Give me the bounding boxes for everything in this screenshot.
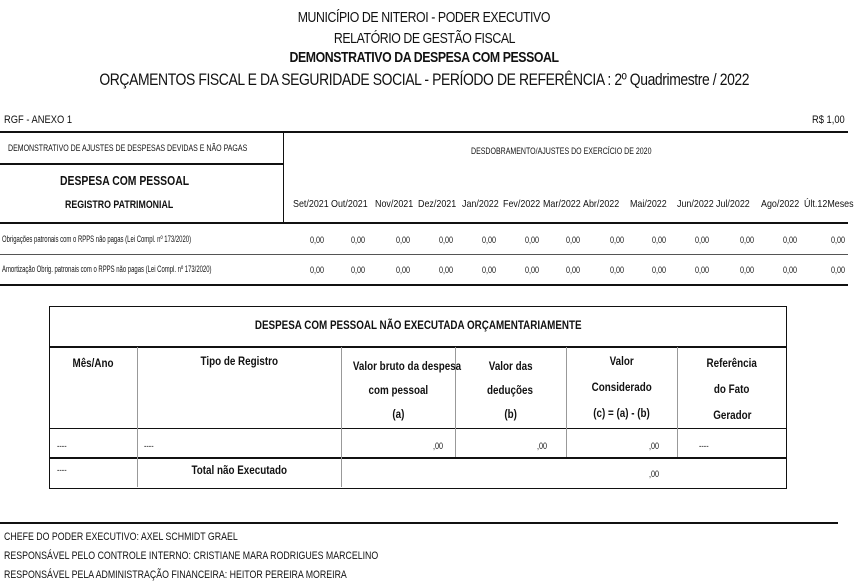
- report-period: ORÇAMENTOS FISCAL E DA SEGURIDADE SOCIAL - PERÍODO DE REFERÊNCIA : 2º Quadrimestre / 2022: [99, 70, 749, 89]
- table1-cell: 0,00: [565, 265, 580, 275]
- currency-label: R$ 1,00: [812, 114, 845, 126]
- despesa-label: DESPESA COM PESSOAL: [60, 173, 190, 188]
- col-valor-bruto: Valor bruto da despesa com pessoal (a): [352, 359, 462, 421]
- row1-bruto: ,00: [433, 441, 444, 451]
- table1-cell: 0,00: [830, 235, 845, 245]
- month-header: Últ.12Meses: [804, 198, 854, 210]
- month-header: Abr/2022: [583, 198, 620, 210]
- table1-cell: 0,00: [565, 235, 580, 245]
- report-header-municipality: MUNICÍPIO DE NITEROI - PODER EXECUTIVO: [297, 9, 551, 26]
- col-mes-ano: Mês/Ano: [72, 356, 114, 370]
- table1-cell: 0,00: [524, 235, 539, 245]
- total-considerado: ,00: [649, 469, 660, 479]
- month-header: Mai/2022: [630, 198, 667, 210]
- footer-chefe: CHEFE DO PODER EXECUTIVO: AXEL SCHMIDT GRAEL: [4, 531, 238, 543]
- footer-controle: RESPONSÁVEL PELO CONTROLE INTERNO: CRISTIANE MARA RODRIGUES MARCELINO: [4, 550, 379, 562]
- table1-cell: 0,00: [438, 235, 453, 245]
- table1-cell: 0,00: [395, 235, 410, 245]
- col-valor-considerado: Valor Considerado (c) = (a) - (b): [591, 354, 652, 420]
- month-header: Jan/2022: [462, 198, 499, 210]
- table1-cell: 0,00: [481, 265, 496, 275]
- table1-title-left: DEMONSTRATIVO DE AJUSTES DE DESPESAS DEVIDAS E NÃO PAGAS: [8, 143, 248, 153]
- table1-cell: 0,00: [609, 235, 624, 245]
- table1-cell: 0,00: [524, 265, 539, 275]
- table1-row-label: Amortização Obrig. patronais com o RPPS não pagas (Lei Compl. nº 173/2020): [2, 264, 212, 274]
- col-tipo-registro: Tipo de Registro: [200, 354, 278, 368]
- table1-cell: 0,00: [694, 235, 709, 245]
- month-header: Out/2021: [331, 198, 368, 210]
- month-header: Dez/2021: [418, 198, 457, 210]
- table1-cell: 0,00: [651, 265, 666, 275]
- table1-row-label: Obrigações patronais com o RPPS não pagas (Lei Compl. nº 173/2020): [2, 234, 192, 244]
- table1-cell: 0,00: [609, 265, 624, 275]
- month-header: Fev/2022: [503, 198, 541, 210]
- month-header: Ago/2022: [761, 198, 800, 210]
- table1-cell: 0,00: [739, 265, 754, 275]
- table1-cell: 0,00: [438, 265, 453, 275]
- table1-cell: 0,00: [395, 265, 410, 275]
- table1-title-right: DESDOBRAMENTO/AJUSTES DO EXERCÍCIO DE 2020: [471, 146, 652, 156]
- table1-cell: 0,00: [830, 265, 845, 275]
- table1-cell: 0,00: [782, 265, 797, 275]
- row1-tipo: ----: [144, 441, 154, 451]
- table1-cell: 0,00: [651, 235, 666, 245]
- table1-cell: 0,00: [782, 235, 797, 245]
- table1-cell: 0,00: [350, 235, 365, 245]
- month-header: Jul/2022: [716, 198, 750, 210]
- row1-mes: ----: [57, 441, 67, 451]
- table1-cell: 0,00: [481, 235, 496, 245]
- table1-left-header-divider: [0, 163, 283, 165]
- month-header: Jun/2022: [677, 198, 714, 210]
- row1-considerado: ,00: [649, 441, 660, 451]
- month-header: Nov/2021: [375, 198, 414, 210]
- col-referencia: Referência do Fato Gerador: [706, 356, 758, 422]
- table1-bottom-border: [0, 284, 848, 286]
- report-title: DEMONSTRATIVO DA DESPESA COM PESSOAL: [289, 49, 559, 66]
- table1-header-bottom: [0, 222, 848, 224]
- table1-cell: 0,00: [309, 265, 324, 275]
- table2-row-divider: [49, 457, 787, 459]
- footer-financeira: RESPONSÁVEL PELA ADMINISTRAÇÃO FINANCEIRA: HEITOR PEREIRA MOREIRA: [4, 569, 347, 581]
- month-header: Set/2021: [293, 198, 329, 210]
- table1-row-divider: [0, 254, 848, 255]
- registro-label: REGISTRO PATRIMONIAL: [65, 199, 174, 211]
- table2-title: DESPESA COM PESSOAL NÃO EXECUTADA ORÇAMENTARIAMENTE: [254, 318, 582, 332]
- total-mes: ----: [57, 465, 67, 475]
- footer-divider: [0, 522, 838, 524]
- table1-top-border: [0, 131, 848, 133]
- table1-cell: 0,00: [309, 235, 324, 245]
- month-header: Mar/2022: [543, 198, 581, 210]
- table1-cell: 0,00: [739, 235, 754, 245]
- col-valor-deducoes: Valor das deduções (b): [487, 359, 534, 421]
- table1-cell: 0,00: [350, 265, 365, 275]
- total-label: Total não Executado: [191, 463, 287, 477]
- report-header-report: RELATÓRIO DE GESTÃO FISCAL: [333, 30, 515, 47]
- table1-cell: 0,00: [694, 265, 709, 275]
- annex-label: RGF - ANEXO 1: [4, 114, 73, 126]
- row1-referencia: ----: [699, 441, 709, 451]
- row1-deducoes: ,00: [537, 441, 548, 451]
